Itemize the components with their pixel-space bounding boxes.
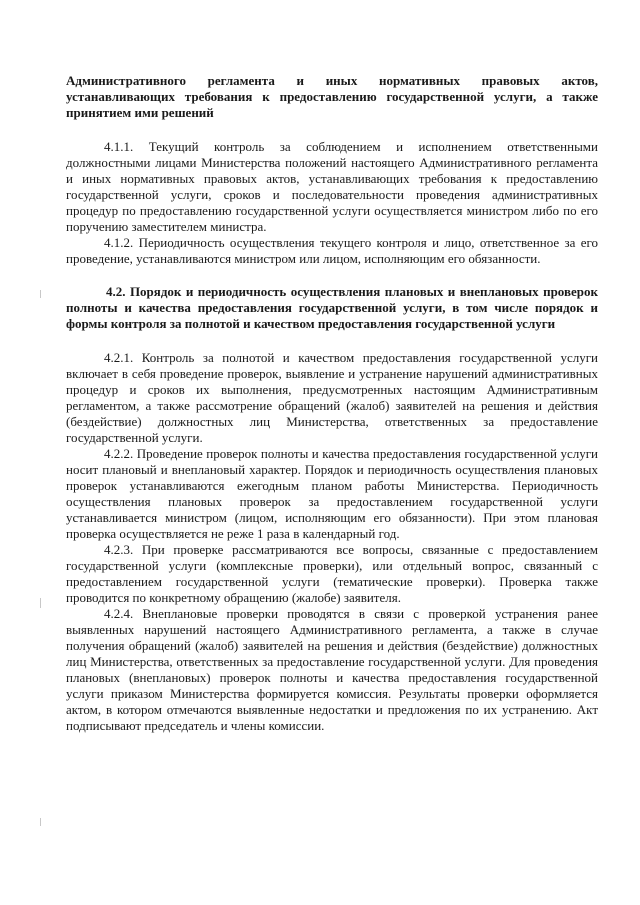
paragraph-4-1-2: 4.1.2. Периодичность осуществления текущего контроля и лицо, ответственное за его проведение, устанавливаются министром или лицом, исполняющим его обязанности. (66, 235, 598, 266)
section-heading-continuation: Административного регламента и иных нормативных правовых актов, устанавливающих требования к предоставлению государственной услуги, а также принятием ими решений (66, 73, 598, 120)
paragraph-4-2-2: 4.2.2. Проведение проверок полноты и качества предоставления государственной услуги носит плановый и внеплановый характер. Порядок и периодичность осуществления плановых проверок устанавливаются ежегодным планом работы Министерства. Периодичность осуществления плановых проверок за предоставлением государственной услуги устанавливается министром (лицом, исполняющим его обязанности). При этом плановая проверка осуществляется не реже 1 раза в календарный год. (66, 446, 598, 541)
scan-mark (40, 818, 41, 826)
section-heading-4-2: 4.2. Порядок и периодичность осуществления плановых и внеплановых проверок полноты и качества предоставления государственной услуги, в том числе порядок и формы контроля за полнотой и качеством предоставления государственной услуги (66, 284, 598, 331)
scan-mark (40, 290, 41, 298)
paragraph-4-2-4: 4.2.4. Внеплановые проверки проводятся в связи с проверкой устранения ранее выявленных нарушений настоящего Административного регламента, а также в случае получения обращений (жалоб) заявителей на решения и действия (бездействие) должностных лиц Министерства, ответственных за предоставление государственной услуги. Для проведения плановых (внеплановых) проверок полноты и качества предоставления государственной услуги приказом Министерства формируется комиссия. Результаты проверки оформляется актом, в котором отмечаются выявленные недостатки и предложения по их устранению. Акт подписывают председатель и члены комиссии. (66, 606, 598, 733)
paragraph-4-2-1: 4.2.1. Контроль за полнотой и качеством предоставления государственной услуги включает в себя проведение проверок, выявление и устранение нарушений административных процедур и сроков их выполнения, предусмотренных настоящим Административным регламентом, а также рассмотрение обращений (жалоб) заявителей на решения и действия (бездействие) должностных лиц Министерства, ответственных за предоставление государственной услуги. (66, 350, 598, 445)
scan-mark (40, 598, 41, 608)
paragraph-4-1-1: 4.1.1. Текущий контроль за соблюдением и исполнением ответственными должностными лицами Министерства положений настоящего Административного регламента и иных нормативных правовых актов, устанавливающих требования к предоставлению государственной услуги, сроков и последовательности проведения административных процедур по предоставлению государственной услуги осуществляется министром либо по его поручению заместителем министра. (66, 139, 598, 234)
paragraph-4-2-3: 4.2.3. При проверке рассматриваются все вопросы, связанные с предоставлением государственной услуги (комплексные проверки), или отдельный вопрос, связанный с предоставлением государственной услуги (тематические проверки). Проверка также проводится по конкретному обращению (жалобе) заявителя. (66, 542, 598, 605)
document-page (66, 73, 598, 734)
